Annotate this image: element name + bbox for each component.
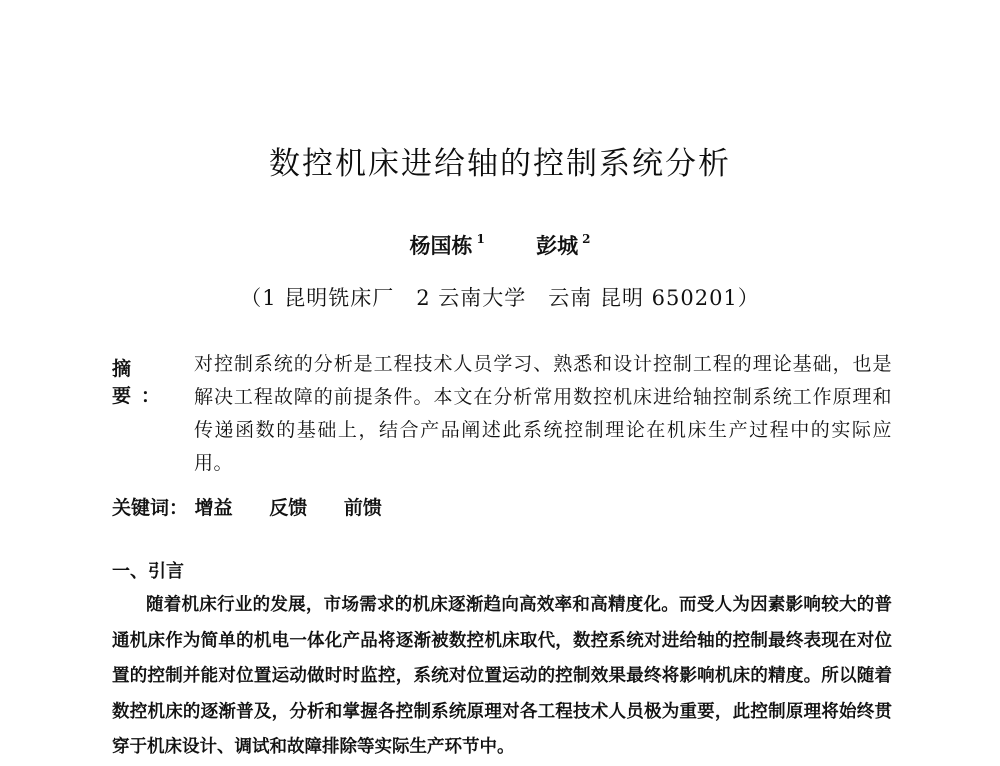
keywords-line xyxy=(112,493,412,520)
author-2 xyxy=(536,230,590,260)
section-paragraph: 随着机床行业的发展，市场需求的机床逐渐趋向高效率和高精度化。而受人为因素影响较大的普通机床作为简单的机电一体化产品将逐渐被数控机床取代，数控系统对进给轴的控制最终表现在对位置的控制并能对位置运动做时时监控，系统对位置运动的控制效果最终将影响机床的精度。所以随着数控机床的逐渐普及，分析和掌握各控制系统原理对各工程技术人员极为重要，此控制原理将始终贯穿于机床设计、调试和故障排除等实际生产环节中。 xyxy=(112,595,892,757)
abstract-label: 摘 要： xyxy=(112,358,171,407)
keyword-item: 增益 xyxy=(194,497,233,519)
paper-title: 数控机床进给轴的控制系统分析 xyxy=(269,146,731,182)
affiliation-mark: 2 xyxy=(582,232,591,246)
abstract-text: 对控制系统的分析是工程技术人员学习、熟悉和设计控制工程的理论基础，也是解决工程故障的前提条件。本文在分析常用数控机床进给轴控制系统工作原理和传递函数的基础上，结合产品阐述此系统控制理论在机床生产过程中的实际应用。 xyxy=(194,353,892,474)
affiliation-mark: 1 xyxy=(476,232,485,246)
keyword-item: 反馈 xyxy=(269,497,308,519)
author-1 xyxy=(409,230,484,260)
affiliation-line: （1 昆明铣床厂 2 云南大学 云南 昆明 650201） xyxy=(240,286,760,310)
author-list xyxy=(0,230,1000,260)
keyword-item: 前馈 xyxy=(343,497,382,519)
author-name: 杨国栋 xyxy=(409,233,473,258)
author-name: 彭城 xyxy=(536,233,579,258)
keywords-label: 关键词： xyxy=(112,497,189,519)
abstract-block xyxy=(112,354,892,480)
section-heading: 一、引言 xyxy=(112,561,184,582)
